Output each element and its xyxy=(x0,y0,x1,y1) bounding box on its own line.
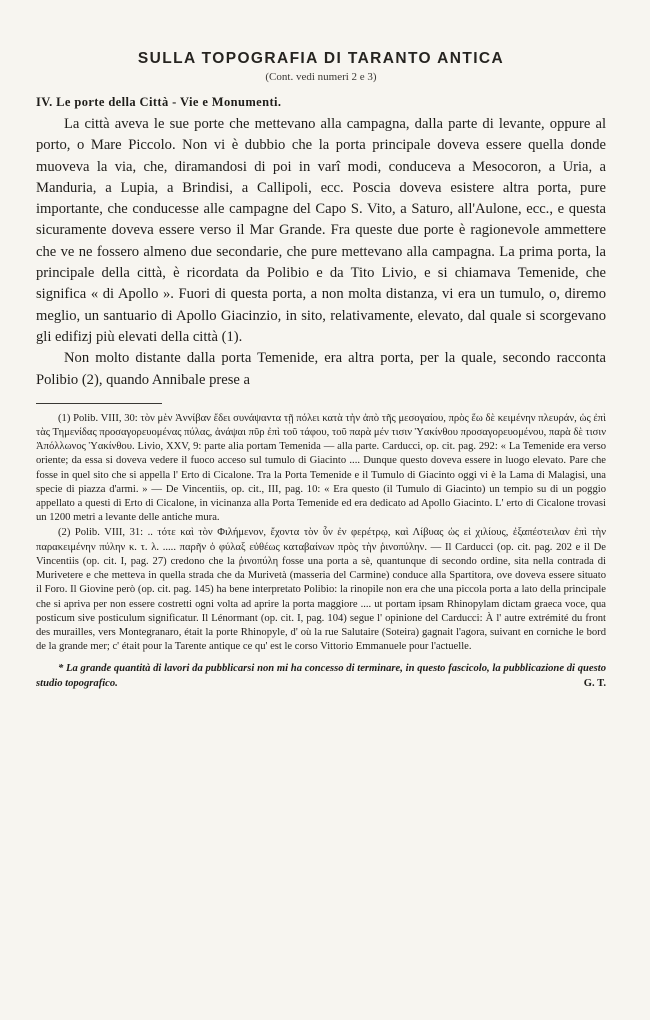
footnote-2: (2) Polib. VIII, 31: .. τότε καὶ τὸν Φιλήμενον, ἔχοντα τὸν ὗν ἐν φερέτρῳ, καὶ Λίβυας ὡς εἰ χιλίους, ἐξαπέστειλαν ἐπὶ τὴν παρακειμένην πύλην κ. τ. λ. ..... παρῆν ὁ φύλαξ εὐθέως καταβαίνων πρὸς τὴν ῥινοπύλην. — Il Carducci (op. cit. pag. 202 e il De Vincentiis (op. cit. I, pag. 27) credono che la ῥινοπύλη fosse una porta a sè, quantunque di secondo ordine, sita nella contrada di Murivetere e che metteva in quella strada che da Murivetà (masseria del Carmine) conduce alla Spartitora, ove doveva essere situato il Foro. Il Giovine però (op. cit. pag. 145) ha bene interpretato Polibio: la rinopile non era che una piccola porta a lato della principale che si apriva per non essere costretti ogni volta ad aprire la porta maggiore .... ut portam ipsam Rhinopylam dictam graeca voce, qua posticum sive posticulum significatur. Il Lénormant (op. cit. I, pag. 104) segue l' opinione del Carducci: À l' autre extrémité du front des murailles, vers Montegranaro, était la porte Rhinopyle, d' où la rue Salutaire (Soteira) gagnait l'agora, suivant en corniche le bord de la grande mer; c' était pour la Tarente antique ce qu' est le corso Vittorio Emmanuele pour l'actuelle. xyxy=(36,527,606,653)
body-text xyxy=(36,114,606,391)
signature: G. T. xyxy=(583,677,606,689)
closing-text: * La grande quantità di lavori da pubblicarsi non mi ha concesso di terminare, in questo fascicolo, la pubblicazione di questo studio topografico. xyxy=(36,663,606,689)
footnotes xyxy=(36,412,606,654)
footnote-rule xyxy=(36,403,162,404)
body-paragraph-2: Non molto distante dalla porta Temenide, era altra porta, per la quale, secondo racconta Polibio (2), quando Annibale prese a xyxy=(36,350,606,388)
page-subtitle: (Cont. vedi numeri 2 e 3) xyxy=(265,71,377,83)
closing-note xyxy=(36,662,606,690)
page-title: SULLA TOPOGRAFIA DI TARANTO ANTICA xyxy=(137,50,505,67)
section-heading: IV. Le porte della Città - Vie e Monumenti. xyxy=(36,95,282,109)
body-paragraph-1: La città aveva le sue porte che mettevano alla campagna, dalla parte di levante, oppure al porto, o Mare Piccolo. Non vi è dubbio che la porta principale doveva essere quella donde muoveva la via, che, diramandosi di poi in varî modi, conduceva a Mesocoron, a Uria, a Manduria, a Lupia, a Brindisi, a Callipoli, ecc. Poscia doveva esistere altra porta, pure importante, che conducesse alle campagne del Capo S. Vito, a Saturo, all'Aulone, ecc., e questa sicuramente doveva essere verso il Mar Grande. Fra queste due porte è ragionevole ammettere che ve ne fossero almeno due secondarie, che pure mettevano alla campagna. La prima porta, la principale della città, è ricordata da Polibio e da Tito Livio, e si chiamava Temenide, che significa « di Apollo ». Fuori di questa porta, a non molta distanza, vi era un tumulo, o, diremo meglio, un santuario di Apollo Giacinzio, in sito, relativamente, elevato, dal quale si scorgevano gli edifizj più elevati della città (1). xyxy=(36,116,606,345)
footnote-1: (1) Polib. VIII, 30: τὸν μὲν Ἀννίβαν ἔδει συνάψαντα τῇ πόλει κατὰ τὴν ἀπὸ τῆς μεσογαίου, πρὸς ἕω δὲ κειμένην πλευράν, ὡς ἐπὶ τὰς Τημενίδας προσαγορευομένας πύλας, ἀνάψαι πῦρ ἐπὶ τοῦ τάφου, τοῦ παρὰ μέν τισιν Ὑακίνθου προσαγορευομένου, παρὰ δὲ τισιν Ἀπόλλωνος Ὑακίνθου. Livio, XXV, 9: parte alia portam Temenida — alla parte. Carducci, op. cit. pag. 292: « La Temenide era verso oriente; da essa si doveva vedere il fuoco acceso sul tumulo di Giacinto .... Dunque questo doveva essere in luogo elevato. Pare che fosse in quel sito che si appella l' Erto di Cicalone. Tra la Porta Temenide e il Tumulo di Giacinto oggi vi è la Lama di Malagisi, una specie di piazza d'armi. » — De Vincentiis, op. cit., III, pag. 10: « Era questo (il Tumulo di Giacinto) un tempio su di un poggio appellato a questi dì Erto di Cicalone, in vicinanza alla Porta Temenide ed era dedicato ad Apollo Giacinto. L' erto di Cicalone trovasi un 1200 metri a levante delle antiche mura. xyxy=(36,412,606,524)
